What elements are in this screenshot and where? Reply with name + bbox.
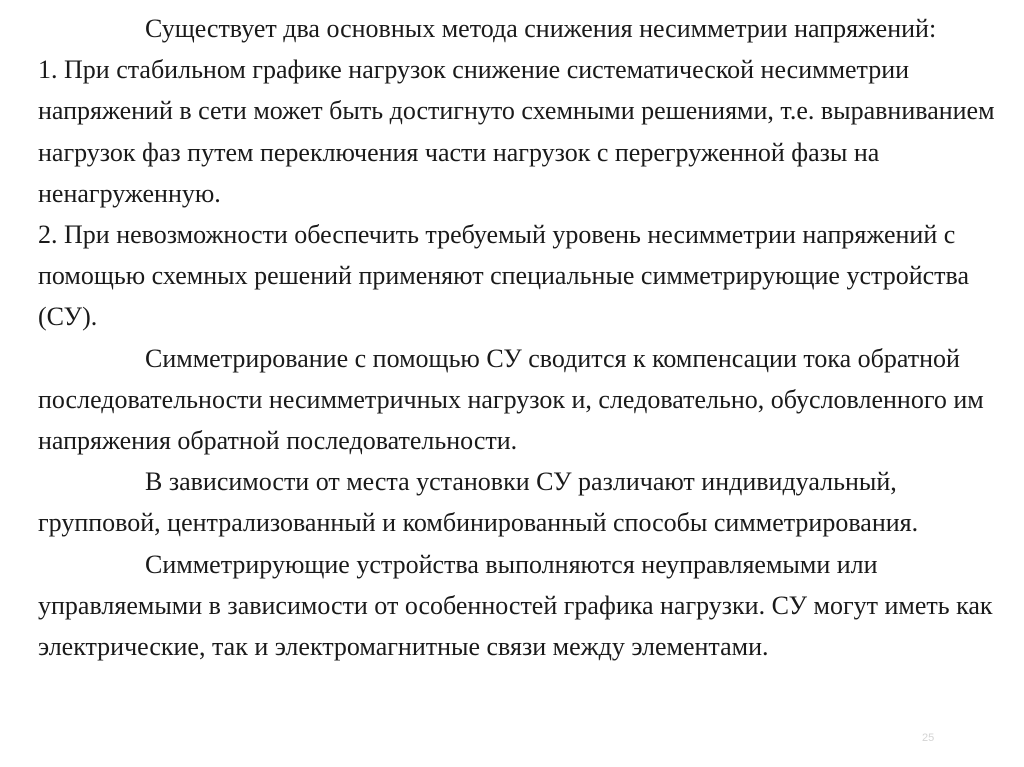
paragraph-compensation: Симметрирование с помощью СУ сводится к компенсации тока обратной последовательности несимметричных нагрузок и, следовательно, обусловленного им напряжения обратной последовательности. xyxy=(38,343,984,456)
paragraph-installation: В зависимости от места установки СУ различают индивидуальный, групповой, централизованный и комбинированный способы симметрирования. xyxy=(38,467,919,538)
paragraph-method-1: 1. При стабильном графике нагрузок снижение систематической несимметрии напряжений в сети может быть достигнуто схемными решениями, т.е. выравниванием нагрузок фаз путем переключения части нагрузок с перегруженной фазы на ненагруженную. xyxy=(38,55,995,208)
paragraph-intro: Существует два основных метода снижения несимметрии напряжений: xyxy=(145,14,937,43)
paragraph-device-types: Симметрирующие устройства выполняются неуправляемыми или управляемыми в зависимости от особенностей графика нагрузки. СУ могут иметь как электрические, так и электромагнитные связи между элементами. xyxy=(38,549,993,662)
body-text xyxy=(38,8,998,667)
slide-number: 25 xyxy=(922,732,935,744)
paragraph-method-2: 2. При невозможности обеспечить требуемый уровень несимметрии напряжений с помощью схемных решений применяют специальные симметрирующие устройства (СУ). xyxy=(38,220,969,332)
